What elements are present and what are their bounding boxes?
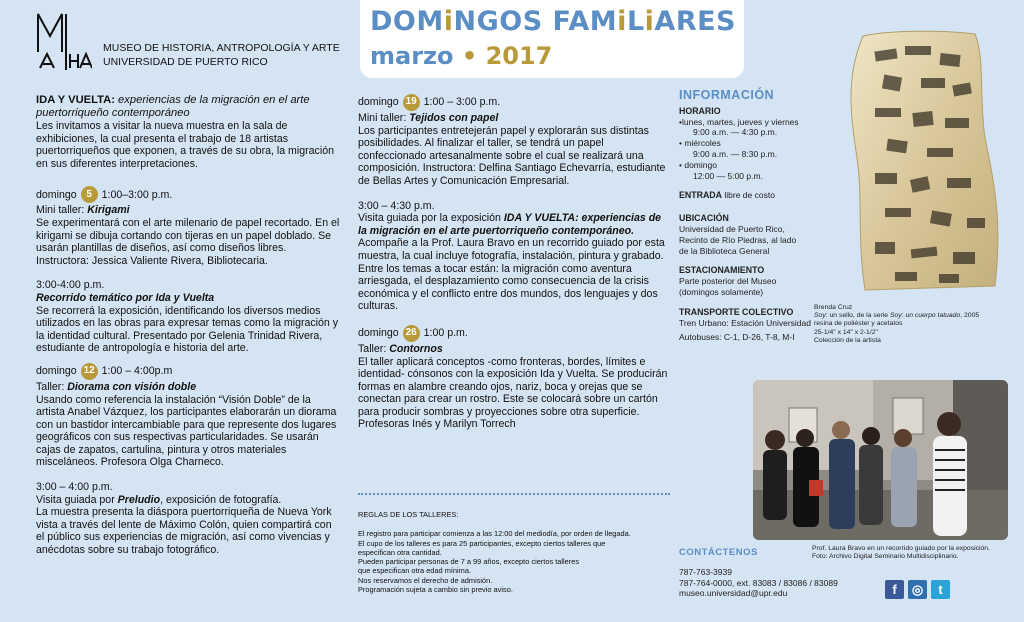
contact-phone: 787-763-3939: [679, 566, 732, 577]
rules-title: REGLAS DE LOS TALLERES:: [358, 510, 459, 519]
caption-artist: Brenda Cruz: [814, 304, 853, 311]
maha-logo-icon: [36, 12, 92, 70]
twitter-icon[interactable]: t: [931, 580, 950, 599]
day-badge: 12: [81, 363, 98, 380]
contact-email[interactable]: museo.universidad@upr.edu: [679, 588, 788, 599]
transport-line: Tren Urbano: Estación Universidad: [679, 317, 811, 328]
activity-body: El taller aplicará conceptos -como fronteras, bordes, límites e identidad- cónsonos con la exposición Ida y Vuelta. Se producirán formas en alambre creando ojos, nariz, boca y orejas que se conectan para crear un rostro. Este se colocará sobre un cartón para producir sombras y proyecciones sobre otra superficie. Profesoras Inés y Marilyn Torrech: [358, 355, 668, 431]
date-line-12: domingo 12 1:00 – 4:00p.m: [36, 363, 342, 380]
activity-body: Se recorrerá la exposición, identificando los diversos medios utilizados en las obras para expresar temas como la migración y la identidad cultural. Presentado por Gelenia Trinidad Rivera, estudiante de antropología e historia del arte.: [36, 304, 339, 355]
location-line: Recinto de Río Piedras, al lado: [679, 234, 797, 245]
rules-line: Programación sujeta a cambio sin previo aviso.: [358, 585, 513, 595]
activity-time: 3:00-4:00 p.m.: [36, 279, 105, 292]
activity-body: Acompañe a la Prof. Laura Bravo en un recorrido guiado por esta muestra, la cual incluye fotografía, instalación, pintura y grabado. Entre los temas a tocar están: la migración como aventura arriesgada, el desplazamiento como consecuencia de la crisis económica y el conflicto entre dos mundos, dos lenguajes y dos culturas.: [358, 237, 665, 313]
activity-heading: Visita guiada por la exposición IDA Y VUELTA: experiencias de la migración en el arte puertorriqueño contemporáneo.: [358, 212, 662, 237]
info-title: INFORMACIÓN: [679, 88, 775, 102]
museum-logo: [36, 12, 92, 70]
workshop-rules: [358, 510, 670, 594]
rules-line: que especifican otra edad mínima.: [358, 566, 471, 576]
page-date: marzo • 2017: [370, 42, 553, 70]
activity-body: La muestra presenta la diáspora puertorriqueña de Nueva York vista a través del lente de Máximo Colón, quien compartirá con el público sus experiencias de migración, así como vivencias y anécdotas sobre su trabajo fotográfico.: [36, 506, 332, 557]
gallery-photo: [753, 380, 1008, 540]
photo-caption-line: Prof. Laura Bravo en un recorrido guiado por la exposición.: [812, 545, 990, 552]
activity-heading: Taller: Diorama con visión doble: [36, 380, 197, 393]
social-links: [885, 580, 950, 599]
info-transport: [679, 307, 829, 343]
hours-time: 9:00 a.m. — 4:30 p.m.: [693, 127, 778, 138]
museum-line-2: UNIVERSIDAD DE PUERTO RICO: [103, 56, 268, 68]
hours-heading: HORARIO: [679, 105, 721, 116]
schedule-column-2: [358, 94, 670, 431]
rules-line: especifican otra cantidad.: [358, 547, 442, 557]
facebook-icon[interactable]: f: [885, 580, 904, 599]
date-line-26: domingo 26 1:00 p.m.: [358, 325, 670, 342]
day-badge: 19: [403, 94, 420, 111]
activity-heading: Mini taller: Tejidos con papel: [358, 112, 499, 124]
parking-line: (domingos solamente): [679, 286, 764, 297]
contact-panel: [679, 548, 879, 599]
caption-medium: resina de poliéster y acetatos: [814, 320, 903, 328]
museum-line-1: MUSEO DE HISTORIA, ANTROPOLOGÍA Y ARTE: [103, 42, 340, 54]
info-parking: [679, 265, 829, 297]
date-line-19: domingo 19 1:00 – 3:00 p.m.: [358, 94, 670, 111]
location-heading: UBICACIÓN: [679, 213, 729, 224]
intro-title: IDA Y VUELTA: experiencias de la migración en el arte puertorriqueño contemporáneo: [36, 94, 310, 119]
contact-phone: 787-764-0000, ext. 83083 / 83086 / 83089: [679, 577, 838, 588]
intro-body: Les invitamos a visitar la nueva muestra en la sala de exhibiciones, la cual presenta el trabajo de 18 artistas puertorriqueños que exponen, a través de su obra, la migración en sus diferentes interpretaciones.: [36, 120, 334, 170]
activity-body: Los participantes entretejerán papel y explorarán sus distintas posibilidades. Al finalizar el taller, se tendrá un papel confeccionado artesanalmente sobre el cual se realizará una composición. Instructora: Delfina Santiago Echevarría, estudiante de Bellas Artes y Comunicación Empresarial.: [358, 124, 666, 187]
hours-days: • domingo: [679, 159, 717, 170]
entry-value: libre de costo: [722, 190, 775, 201]
activity-body: Se experimentará con el arte milenario de papel recortado. En el kirigami se dibuja cortando con tijeras en un papel doblado. Se usarán plantillas de diseños, así como diseños libres. Instructora: Jessica Valiente Rivera, Bibliotecaria.: [36, 216, 340, 267]
page-title: DOMiNGOS FAMiLiARES: [370, 6, 736, 37]
info-entry: [679, 190, 829, 201]
title-card: [360, 0, 744, 78]
day-badge: 26: [403, 325, 420, 342]
activity-time: 3:00 – 4:00 p.m.: [36, 481, 113, 494]
caption-size: 25-1/4" x 14" x 2-1/2": [814, 328, 878, 336]
rules-divider: [358, 493, 670, 495]
activity-heading: Recorrido temático por Ida y Vuelta: [36, 291, 215, 304]
rules-line: El cupo de los talleres es para 25 participantes, excepto ciertos talleres que: [358, 538, 606, 548]
day-badge: 5: [81, 186, 98, 203]
activity-time: 3:00 – 4:30 p.m.: [358, 199, 435, 212]
location-line: Universidad de Puerto Rico,: [679, 223, 785, 234]
sculpture-image: [835, 28, 1005, 294]
activity-heading: Visita guiada por Preludio, exposición de fotografía.: [36, 493, 282, 506]
hours-time: 9:00 a.m. — 8:30 p.m.: [693, 148, 778, 159]
entry-heading: ENTRADA: [679, 190, 723, 201]
schedule-column-1: [36, 94, 342, 557]
instagram-icon[interactable]: ◎: [908, 580, 927, 599]
rules-line: El registro para participar comienza a las 12:00 del mediodía, por orden de llegada.: [358, 529, 631, 539]
photo-caption-line: Foto: Archivo Digital Seminario Multidisciplinario.: [812, 553, 959, 561]
info-panel: [679, 90, 829, 352]
hours-days: •lunes, martes, jueves y viernes: [679, 116, 799, 127]
date-line-5: domingo 5 1:00–3:00 p.m.: [36, 186, 342, 203]
gallery-tour-photo-icon: [753, 380, 1008, 540]
rules-line: Nos reservamos el derecho de admisión.: [358, 575, 493, 585]
sculpture-torso-icon: [835, 28, 1005, 294]
transport-line: Autobuses: C-1, D-26, T-8, M-I: [679, 332, 795, 343]
parking-heading: ESTACIONAMIENTO: [679, 265, 765, 276]
location-line: de la Biblioteca General: [679, 245, 770, 256]
transport-heading: TRANSPORTE COLECTIVO: [679, 306, 794, 317]
activity-body: Usando como referencia la instalación “Visión Doble” de la artista Anabel Vázquez, los participantes elaborarán un diorama con un bastidor intercambiable para que represente dos lugares geográficos con sus respectivas particularidades. Se usarán cajas de zapatos, cartulina, pintura y otros materiales misceláneos. Profesora Olga Charneco.: [36, 393, 337, 469]
hours-time: 12:00 — 5:00 p.m.: [693, 170, 763, 181]
info-hours: [679, 106, 829, 182]
hours-days: • miércoles: [679, 138, 721, 149]
activity-heading: Taller: Contornos: [358, 342, 443, 355]
caption-title: Soy: un sello, de la serie Soy: un cuerpo tatuado, 2005: [814, 312, 980, 320]
sculpture-caption: [814, 304, 1014, 345]
museum-name: [103, 41, 340, 69]
contact-title: CONTÁCTENOS: [679, 547, 758, 558]
parking-line: Parte posterior del Museo: [679, 276, 777, 287]
caption-collection: Colección de la artista: [814, 336, 881, 344]
info-location: [679, 213, 829, 256]
activity-heading: Mini taller: Kirigami: [36, 204, 130, 217]
rules-line: Pueden participar personas de 7 a 99 años, excepto ciertos talleres: [358, 557, 580, 567]
